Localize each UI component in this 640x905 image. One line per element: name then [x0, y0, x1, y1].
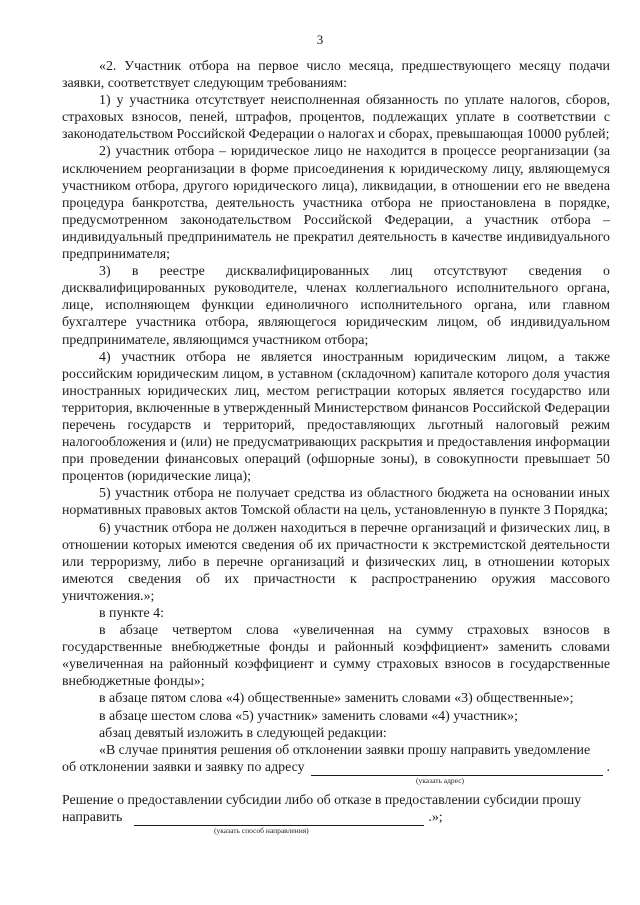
paragraph-item-2: 2) участник отбора – юридическое лицо не находится в процессе реорганизации (за исключением реорганизации в форме присоединения к юридическому лицу, являющемуся участником отбора, другого юридического лица), ликвидации, в отношении его не введена процедура банкротства, деятельность участника отбора не приостановлена в порядке, предусмотренном законодательством Российской Федерации, а участник отбора – индивидуальный предприниматель не прекратил деятельность в качестве индивидуального предпринимателя; — [62, 144, 610, 263]
quote-line-2-end: . — [606, 759, 610, 775]
paragraph-item-3: 3) в реестре дисквалифицированных лиц отсутствуют сведения о дисквалифицированных руководителе, членах коллегиального исполнительного органа, лице, исполняющем функции единоличного исполнительного органа, или главном бухгалтере участника отбора, являющегося юридическим лицом, об индивидуальном предпринимателе, являющимся участником отбора; — [62, 264, 610, 348]
paragraph-item-6: 6) участник отбора не должен находиться в перечне организаций и физических лиц, в отношении которых имеются сведения об их причастности к экстремистской деятельности или терроризму, либо в перечне организаций и физических лиц, в отношении которых имеются сведения об их причастности к распространению оружия массового уничтожения.»; — [62, 520, 610, 604]
quote-line-3 — [62, 792, 610, 809]
paragraph-item-5: 5) участник отбора не получает средства из областного бюджета на основании иных нормативных правовых актов Томской области на цель, установленную в пункте 3 Порядка; — [62, 486, 610, 519]
method-caption: (указать способ направления) — [214, 826, 309, 836]
document-body — [62, 58, 610, 836]
quote-line-4-text: направить — [62, 810, 123, 826]
method-blank-line — [134, 813, 424, 826]
paragraph-intro: «2. Участник отбора на первое число месяца, предшествующего месяцу подачи заявки, соответствует следующим требованиям: — [62, 59, 610, 92]
quote-line-2-text: об отклонении заявки и заявку по адресу — [62, 759, 305, 775]
quote-line-1-text: «В случае принятия решения об отклонении заявки прошу направить уведомление — [99, 742, 591, 758]
paragraph-abzac-9: абзац девятый изложить в следующей редакции: — [99, 725, 387, 741]
quote-line-1 — [62, 742, 610, 759]
address-caption: (указать адрес) — [416, 775, 465, 785]
paragraph-abzac-6: в абзаце шестом слова «5) участник» заменить словами «4) участник»; — [99, 708, 518, 724]
quote-line-4-end: .»; — [428, 810, 443, 826]
address-blank-line — [311, 763, 603, 776]
paragraph-item-4: 4) участник отбора не является иностранным юридическим лицом, а также российским юридическим лицом, в уставном (складочном) капитале которого доля участия иностранных юридических лиц, местом регистрации которых является государство или территория, включенные в утвержденный Министерством финансов Российской Федерации перечень государств и территорий, предоставляющих льготный налоговый режим налогообложения и (или) не предусматривающих раскрытия и предоставления информации при проведении финансовых операций (офшорные зоны), в совокупности превышает 50 процентов (юридические лица); — [62, 349, 610, 485]
paragraph-item-1: 1) у участника отсутствует неисполненная обязанность по уплате налогов, сборов, страховых взносов, пеней, штрафов, процентов, подлежащих уплате в соответствии с законодательством Российской Федерации о налогах и сборах, превышающая 10000 рублей; — [62, 93, 610, 143]
page-number: 3 — [316, 32, 324, 47]
quote-line-2 — [62, 759, 610, 776]
quote-line-3-text: Решение о предоставлении субсидии либо об отказе в предоставлении субсидии прошу — [62, 792, 582, 808]
paragraph-abzac-5: в абзаце пятом слова «4) общественные» заменить словами «3) общественные»; — [99, 691, 574, 707]
quote-line-4 — [62, 809, 610, 826]
paragraph-point-4: в пункте 4: — [99, 606, 164, 621]
paragraph-abzac-4: в абзаце четвертом слова «увеличенная на сумму страховых взносов в государственные внебюджетные фонды и районный коэффициент» заменить словами «увеличенная на районный коэффициент и сумму страховых взносов в государственные внебюджетные фонды»; — [62, 623, 610, 690]
